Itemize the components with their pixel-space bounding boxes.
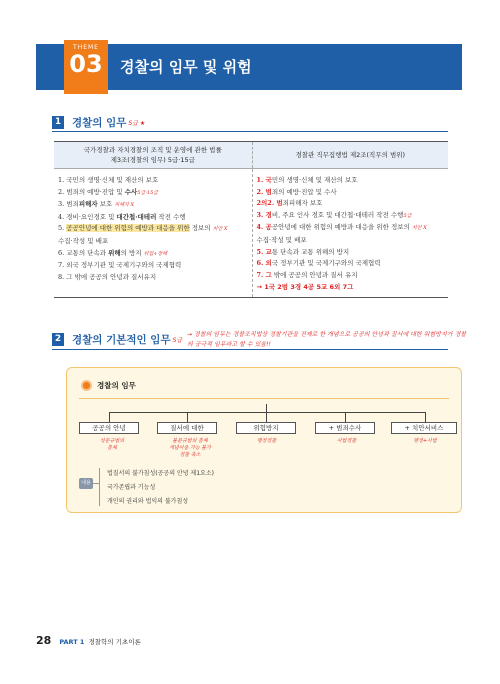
right-column-header: 경찰관 직무집행법 제2조(직무의 범위)	[252, 142, 448, 169]
list-item: 국가존립과 기능성	[107, 484, 156, 491]
tree-root-connector	[266, 404, 267, 412]
list-line	[99, 468, 100, 506]
box-order: 질서에 대한	[157, 422, 217, 434]
right-item-2-2: 2의2. 범죄피해자 보호	[256, 199, 323, 208]
box-note-4: 사법경찰	[336, 438, 357, 444]
left-item-5: 5. 공공안녕에 대한 위험의 예방과 대응을 위한 정보의 치안 X	[58, 224, 228, 233]
list-item: 개인의 권리와 법익의 불가침성	[107, 498, 189, 505]
theme-number-badge	[64, 40, 108, 94]
right-item-3: 3. 경비, 주요 인사 경호 및 대간첩·대테러 작전 수행5급	[256, 210, 412, 219]
panel-title: 경찰의 임무	[97, 381, 136, 390]
left-item-4: 4. 경비·요인경호 및 대간첩·대테러 작전 수행	[58, 212, 186, 221]
left-item-2: 2. 범죄의 예방·진압 및 수사5급·15급	[58, 187, 159, 196]
left-item-8: 8. 그 밖에 공공의 안녕과 질서유지	[58, 272, 157, 281]
right-item-7: 7. 그 밖에 공공의 안녕과 질서 유지	[256, 270, 358, 279]
page-number: 28	[36, 634, 52, 647]
section-1-rule	[52, 131, 448, 132]
section-1-title: 경찰의 임무	[72, 116, 127, 129]
theme-title: 경찰의 임무 및 위험	[120, 58, 252, 76]
box-risk-prevention: 위험방지	[236, 422, 296, 434]
section-2-mark: S급	[172, 336, 183, 344]
panel-divider	[79, 398, 449, 399]
badge-icon	[81, 380, 92, 391]
box-note-3: 행정경찰	[256, 438, 277, 444]
right-item-2: 2. 범죄의 예방·진압 및 수사	[256, 187, 337, 196]
left-item-1: 1. 국민의 생명·신체 및 재산의 보호	[58, 176, 159, 184]
section-1-heading	[52, 114, 145, 130]
box-note-1: 성문규범의 총체	[99, 438, 125, 451]
part-title: 경찰학의 기초이론	[88, 638, 141, 646]
left-header-line-1: 국가경찰과 자치경찰의 조직 및 운영에 관한 법률	[83, 146, 222, 154]
table-row	[54, 169, 448, 298]
content-tag: 내용	[79, 478, 93, 489]
box-public-service: + 치안서비스	[391, 422, 457, 434]
section-1-number: 1	[52, 116, 64, 129]
right-item-4-cont: 수집·작성 및 배포	[256, 235, 307, 244]
mission-panel	[66, 367, 462, 513]
list-item: 법질서의 불가침성(공공의 안녕 제1요소)	[107, 470, 214, 477]
right-items-cell	[252, 169, 448, 298]
left-item-3: 3. 범죄피해자 보호 피해자 X	[58, 200, 135, 209]
left-item-5-cont: 수집·작성 및 배포	[58, 236, 109, 245]
section-2-heading	[52, 331, 182, 347]
panel-header	[81, 380, 136, 391]
top-stripe	[0, 0, 500, 10]
section-1-mark: S급 ★	[128, 119, 146, 127]
tree-branch-5	[425, 412, 426, 422]
section-2-number: 2	[52, 333, 64, 346]
right-item-4: 4. 공공안녕에 대한 위험의 예방과 대응을 위한 정보의 치안 X	[256, 223, 427, 232]
left-item-7: 7. 외국 정부기관 및 국제기구와의 국제협력	[58, 261, 182, 270]
right-item-5: 5. 교통 단속과 교통 위해의 방지	[256, 247, 350, 256]
part-label: PART 1	[59, 638, 85, 646]
tree-branch-1	[109, 412, 110, 422]
section-2-handwritten-note: → 경찰의 임무는 경찰조직법상 경찰기관을 전제로 한 개념으로 공공의 안녕과 질서에 대한 위험방지가 경찰의 궁극적 임무라고 할 수 있음!!	[187, 331, 467, 348]
tree-branch-2	[187, 412, 188, 422]
left-column-header	[54, 142, 252, 169]
box-criminal-investigation: + 범죄수사	[315, 422, 375, 434]
section-2-rule	[52, 349, 448, 350]
mnemonic-summary: → 1국 2범 3경 4공 5교 6외 7그	[256, 283, 354, 292]
tree-branch-4	[345, 412, 346, 422]
tree-branch-3	[266, 412, 267, 422]
mission-comparison-table	[54, 141, 448, 298]
left-items-cell	[54, 169, 252, 298]
box-note-5: 행정+사법	[413, 438, 437, 444]
left-item-6: 6. 교통의 단속과 위해의 방지 위험+장해	[58, 248, 168, 257]
theme-label: THEME	[73, 44, 99, 51]
theme-number: 03	[69, 50, 103, 78]
tree-branch-line	[109, 412, 425, 413]
left-header-line-2: 제3조(경찰의 임무) 5급·15급	[110, 156, 195, 164]
right-item-6: 6. 외국 정부기관 및 국제기구와의 국제협력	[256, 259, 381, 268]
box-note-2: 불문규범의 총체 개념사용 가능 불가 경찰 축소	[169, 438, 211, 458]
page-footer	[36, 634, 141, 647]
section-2-title: 경찰의 기본적인 임무	[72, 333, 171, 346]
right-item-1: 1. 국민의 생명·신체 및 재산의 보호	[256, 176, 358, 184]
table-header-row	[54, 142, 448, 169]
box-public-safety: 공공의 안녕	[79, 422, 139, 434]
